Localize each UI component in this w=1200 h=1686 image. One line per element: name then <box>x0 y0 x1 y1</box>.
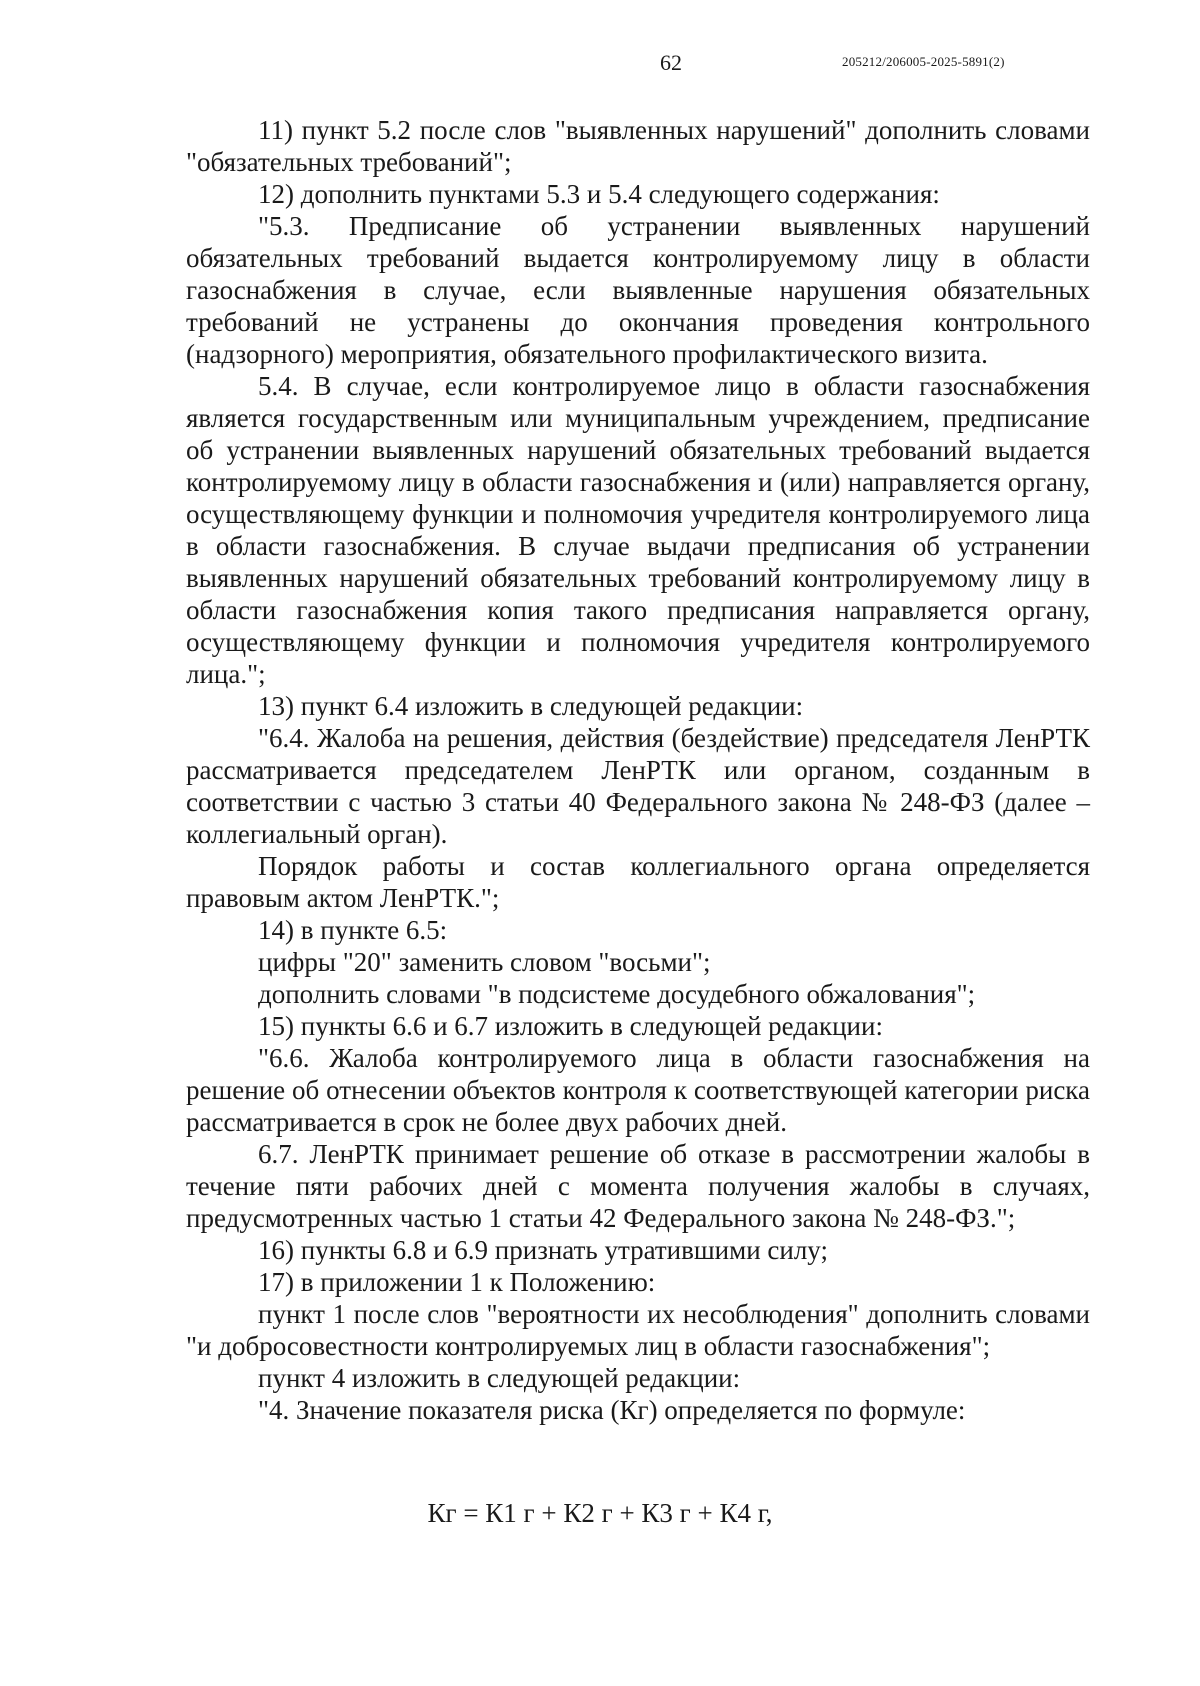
paragraph: 14) в пункте 6.5: <box>258 915 448 945</box>
risk-formula: Кг = К1 г + К2 г + К3 г + К4 г, <box>427 1498 773 1528</box>
document-body <box>186 114 1090 1426</box>
paragraph: 17) в приложении 1 к Положению: <box>258 1267 656 1297</box>
paragraph: 12) дополнить пунктами 5.3 и 5.4 следующего содержания: <box>258 179 940 209</box>
paragraph: пункт 4 изложить в следующей редакции: <box>258 1363 741 1393</box>
paragraph: 16) пункты 6.8 и 6.9 признать утратившими силу; <box>258 1235 828 1265</box>
paragraph: "6.6. Жалоба контролируемого лица в области газоснабжения на решение об отнесении объектов контроля к соответствующей категории риска рассматривается в срок не более двух рабочих дней. <box>186 1043 1090 1137</box>
paragraph: пункт 1 после слов "вероятности их несоблюдения" дополнить словами "и добросовестности контролируемых лиц в области газоснабжения"; <box>186 1299 1090 1361</box>
paragraph: "4. Значение показателя риска (Кг) определяется по формуле: <box>258 1395 966 1425</box>
paragraph: дополнить словами "в подсистеме досудебного обжалования"; <box>258 979 976 1009</box>
paragraph: цифры "20" заменить словом "восьми"; <box>258 947 711 977</box>
page-number: 62 <box>660 50 682 75</box>
paragraph: 11) пункт 5.2 после слов "выявленных нарушений" дополнить словами "обязательных требований"; <box>186 115 1090 177</box>
paragraph: 13) пункт 6.4 изложить в следующей редакции: <box>258 691 804 721</box>
paragraph: 15) пункты 6.6 и 6.7 изложить в следующей редакции: <box>258 1011 883 1041</box>
paragraph: "6.4. Жалоба на решения, действия (бездействие) председателя ЛенРТК рассматривается председателем ЛенРТК или органом, созданным в соответствии с частью 3 статьи 40 Федерального закона № 248-ФЗ (далее – коллегиальный орган). <box>186 723 1090 849</box>
paragraph: "5.3. Предписание об устранении выявленных нарушений обязательных требований выдается контролируемому лицу в области газоснабжения в случае, если выявленные нарушения обязательных требований не устранены до окончания проведения контрольного (надзорного) мероприятия, обязательного профилактического визита. <box>186 211 1090 369</box>
paragraph: Порядок работы и состав коллегиального органа определяется правовым актом ЛенРТК."; <box>186 851 1090 913</box>
paragraph: 6.7. ЛенРТК принимает решение об отказе в рассмотрении жалобы в течение пяти рабочих дней с момента получения жалобы в случаях, предусмотренных частью 1 статьи 42 Федерального закона № 248-ФЗ."; <box>186 1139 1090 1233</box>
paragraph: 5.4. В случае, если контролируемое лицо в области газоснабжения является государственным или муниципальным учреждением, предписание об устранении выявленных нарушений обязательных требований выдается контролируемому лицу в области газоснабжения и (или) направляется органу, осуществляющему функции и полномочия учредителя контролируемого лица в области газоснабжения. В случае выдачи предписания об устранении выявленных нарушений обязательных требований контролируемому лицу в области газоснабжения копия такого предписания направляется органу, осуществляющему функции и полномочия учредителя контролируемого лица."; <box>186 371 1090 689</box>
document-id: 205212/206005-2025-5891(2) <box>842 54 1005 69</box>
